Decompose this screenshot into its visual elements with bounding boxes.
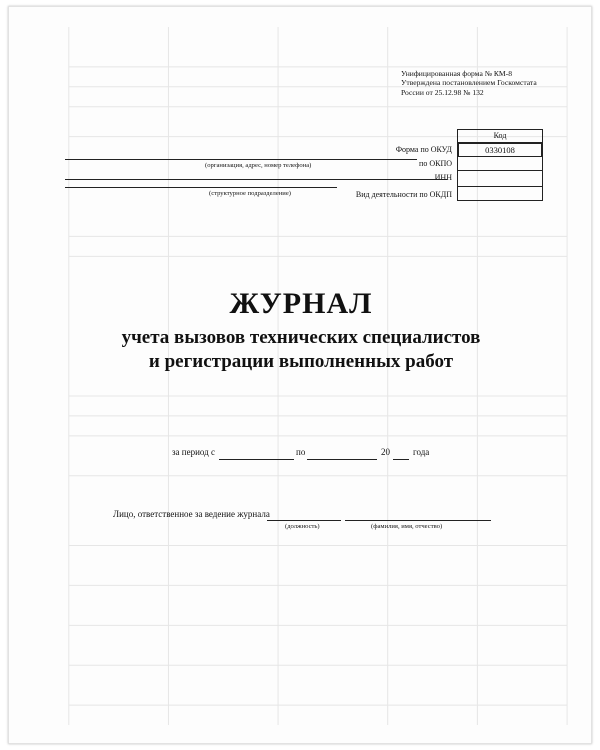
okdp-code-cell[interactable] xyxy=(458,186,542,200)
period-prefix: за период с xyxy=(172,447,215,457)
organization-caption: (организация, адрес, номер телефона) xyxy=(205,162,312,169)
responsible-name-field[interactable] xyxy=(345,520,491,521)
document-subtitle-line-1: учета вызовов технических специалистов xyxy=(121,327,481,348)
codes-table xyxy=(457,129,543,201)
period-from-field[interactable] xyxy=(219,459,294,460)
form-page xyxy=(8,6,592,744)
codes-header: Код xyxy=(493,131,507,140)
period-suffix: года xyxy=(413,447,430,457)
okdp-label: Вид деятельности по ОКДП xyxy=(355,190,452,199)
okud-label: Форма по ОКУД xyxy=(395,145,452,154)
inn-label: ИНН xyxy=(434,173,452,182)
responsible-label: Лицо, ответственное за ведение журнала xyxy=(113,509,270,519)
okud-code-cell[interactable]: 0330108 xyxy=(457,142,543,156)
okpo-label: по ОКПО xyxy=(419,159,452,168)
period-year-field[interactable] xyxy=(393,459,409,460)
responsible-position-field[interactable] xyxy=(267,520,341,521)
period-year-prefix: 20 xyxy=(381,447,390,457)
approval-line-3: России от 25.12.98 № 132 xyxy=(401,87,484,97)
document-title: ЖУРНАЛ xyxy=(229,287,373,320)
name-caption: (фамилия, имя, отчество) xyxy=(371,523,443,530)
inn-code-cell[interactable] xyxy=(458,170,542,186)
organization-field[interactable] xyxy=(65,159,417,160)
period-to-field[interactable] xyxy=(307,459,377,460)
department-field[interactable] xyxy=(65,187,337,188)
organization-field-line-2[interactable] xyxy=(65,179,447,180)
department-caption: (структурное подразделение) xyxy=(209,190,291,197)
approval-line-1: Унифицированная форма № КМ-8 xyxy=(401,69,512,78)
okpo-code-cell[interactable] xyxy=(458,156,542,170)
period-to-label: по xyxy=(296,447,306,457)
document-subtitle-line-2: и регистрации выполненных работ xyxy=(148,351,454,372)
approval-block xyxy=(401,69,537,97)
approval-line-2: Утверждена постановлением Госкомстата xyxy=(401,78,537,88)
position-caption: (должность) xyxy=(285,523,320,530)
show-through-grid xyxy=(9,7,591,743)
